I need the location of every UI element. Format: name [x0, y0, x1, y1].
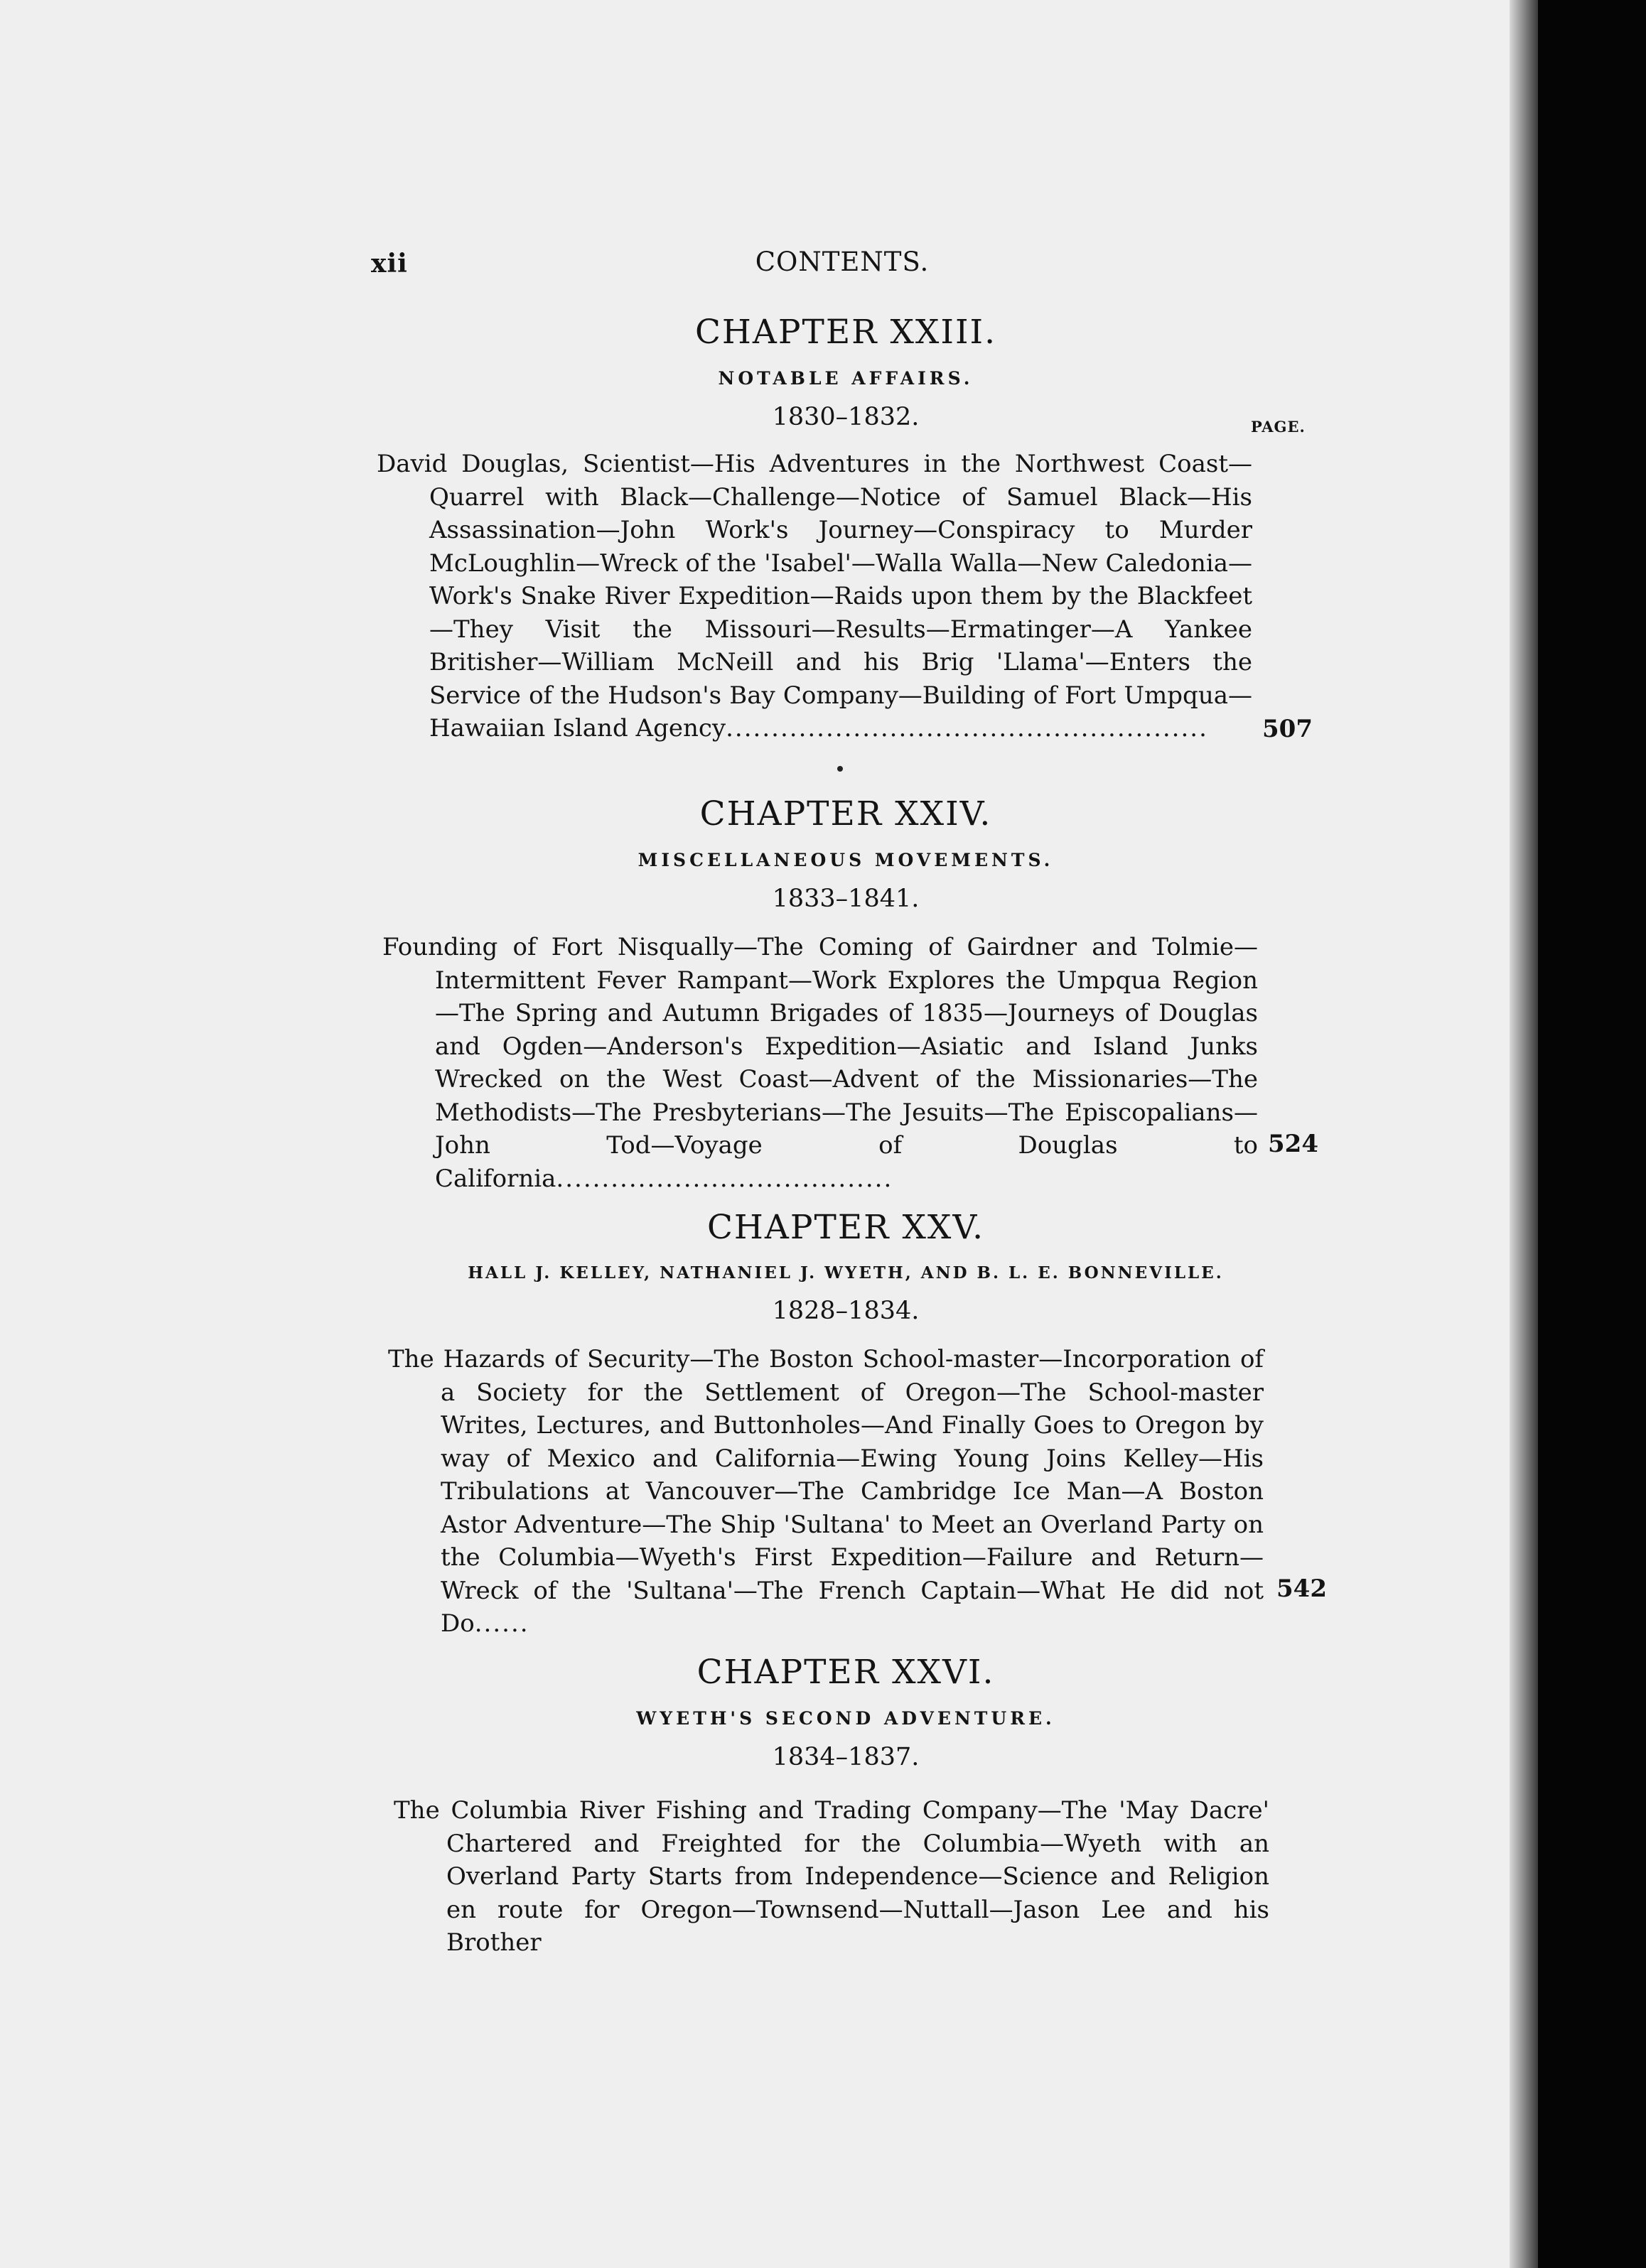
dot-leader: ..................................... — [556, 1164, 893, 1193]
chapter-subtitle: WYETH'S SECOND ADVENTURE. — [636, 1708, 1055, 1729]
summary-text: Founding of Fort Nisqually—The Coming of Gairdner and Tolmie—Intermittent Fever Rampant—Work Explores the Umpqua Region—The Spring and Autumn Brigades of 1835—Journeys of Douglas and Ogden—Anderson's Expedition—Asiatic and Island Junks Wrecked on the West Coast—Advent of the Missionaries—The Methodists—The Presbyterians—The Jesuits—The Episcopalians—John Tod—Voyage of Douglas to California — [382, 933, 1258, 1193]
chapter-header — [0, 313, 1646, 432]
chapter-heading: CHAPTER XXVI. — [696, 1653, 995, 1692]
print-speck — [837, 766, 843, 772]
chapter-dates: 1834–1837. — [772, 1743, 920, 1772]
summary-text: David Douglas, Scientist—His Adventures in the Northwest Coast—Quarrel with Black—Challenge—Notice of Samuel Black—His Assassination—John Work's Journey—Conspiracy to Murder McLoughlin—Wreck of the 'Isabel'—Walla Walla—New Caledonia—Work's Snake River Expedition—Raids upon them by the Blackfeet—They Visit the Missouri—Results—Ermatinger—A Yankee Britisher—William McNeill and his Brig 'Llama'—Enters the Service of the Hudson's Bay Company—Building of Fort Umpqua—Hawaiian Island Agency — [377, 450, 1252, 742]
chapter-header — [0, 1653, 1646, 1772]
chapter-summary — [382, 931, 1258, 1195]
chapter-summary — [394, 1794, 1269, 1960]
chapter-summary — [377, 448, 1252, 745]
dot-leader: ..................................................... — [726, 714, 1208, 742]
page-reference: 524 — [1268, 1130, 1318, 1158]
running-head: CONTENTS. — [755, 247, 930, 277]
chapter-header — [0, 794, 1646, 914]
chapter-subtitle: HALL J. KELLEY, NATHANIEL J. WYETH, AND B. L. E. BONNEVILLE. — [468, 1263, 1224, 1283]
chapter-heading: CHAPTER XXIII. — [694, 313, 997, 352]
chapter-dates: 1830–1832. — [772, 403, 920, 432]
summary-text: The Columbia River Fishing and Trading Company—The 'May Dacre' Chartered and Freighted for the Columbia—Wyeth with an Overland Party Starts from Independence—Science and Religion en route for Oregon—Townsend—Nuttall—Jason Lee and his Brother — [394, 1796, 1269, 1957]
chapter-dates: 1833–1841. — [772, 885, 920, 914]
chapter-dates: 1828–1834. — [772, 1296, 920, 1325]
chapter-subtitle: NOTABLE AFFAIRS. — [718, 368, 974, 389]
page-reference: 542 — [1276, 1575, 1327, 1603]
page-column-label: PAGE. — [1251, 418, 1306, 436]
chapter-summary — [388, 1343, 1264, 1641]
page-reference: 507 — [1262, 715, 1313, 743]
chapter-subtitle: MISCELLANEOUS MOVEMENTS. — [638, 850, 1054, 871]
summary-text: The Hazards of Security—The Boston School-master—Incorporation of a Society for the Settlement of Oregon—The School-master Writes, Lectures, and Buttonholes—And Finally Goes to Oregon by way of Mexico and California—Ewing Young Joins Kelley—His Tribulations at Vancouver—The Cambridge Ice Man—A Boston Astor Adventure—The Ship 'Sultana' to Meet an Overland Party on the Columbia—Wyeth's First Expedition—Failure and Return—Wreck of the 'Sultana'—The French Captain—What He did not Do — [388, 1345, 1264, 1638]
chapter-header — [0, 1208, 1646, 1326]
dot-leader: ...... — [474, 1609, 529, 1638]
chapter-heading: CHAPTER XXIV. — [699, 794, 992, 833]
chapter-heading: CHAPTER XXV. — [706, 1208, 985, 1247]
page-number: xii — [371, 249, 408, 279]
